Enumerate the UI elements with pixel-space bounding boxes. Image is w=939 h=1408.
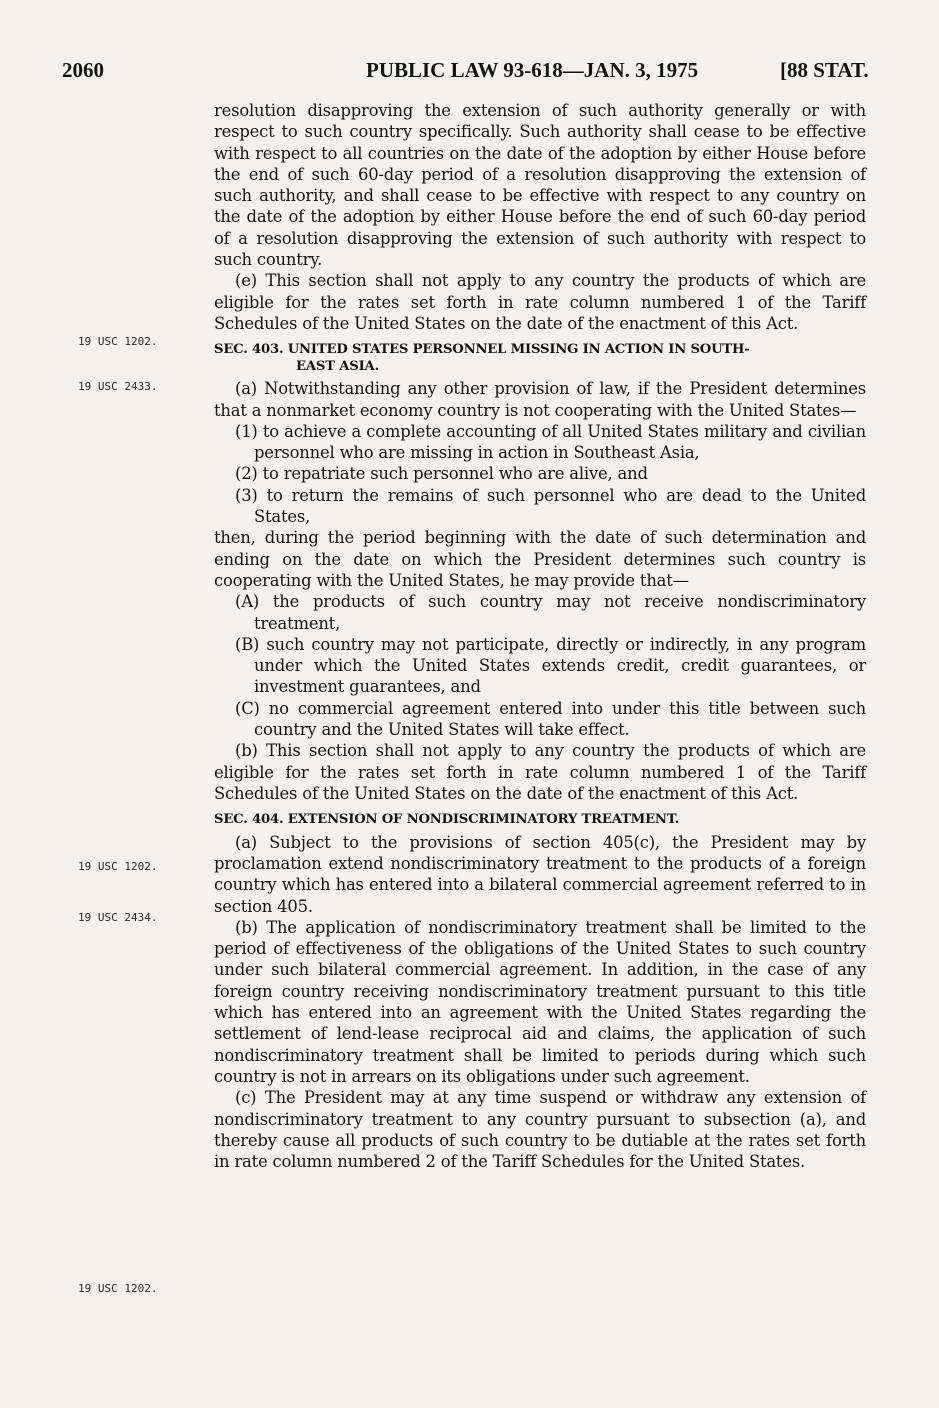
section-404-subsection-c: (c) The President may at any time suspend or withdraw any extension of nondiscriminatory treatment to any country pursuant to subsection (a), and thereby cause all products of such country to be dutiable at the rates set forth in rate column numbered 2 of the Tariff Schedules for the United States. <box>214 1088 866 1172</box>
subsection-e: (e) This section shall not apply to any country the products of which are eligible for the rates set forth in rate column numbered 1 of the Tariff Schedules of the United States on the date of the enactment of this Act. <box>214 271 866 333</box>
margin-citation: 19 USC 1202. <box>78 860 158 873</box>
margin-citation: 19 USC 1202. <box>78 335 158 348</box>
section-404-subsection-b: (b) The application of nondiscriminatory treatment shall be limited to the period of effectiveness of the obligations of the United States to such country under such bilateral commercial agreement. In addition, in the case of any foreign country receiving nondiscriminatory treatment pursuant to this title which has entered into an agreement with the United States regarding the settlement of lend-lease reciprocal aid and claims, the application of such nondiscriminatory treatment shall be limited to periods during which such country is not in arrears on its obligations under such agreement. <box>214 917 866 1086</box>
margin-citation: 19 USC 2434. <box>78 911 158 924</box>
margin-citation: 19 USC 2433. <box>78 380 158 393</box>
section-heading-line: SEC. 403. UNITED STATES PERSONNEL MISSING IN ACTION IN SOUTH- <box>214 342 750 358</box>
list-item: (C) no commercial agreement entered into under this title between such country and the United States will take effect. <box>235 698 866 740</box>
statute-reference: [88 STAT. <box>780 58 869 82</box>
section-403-then-clause: then, during the period beginning with the date of such determination and ending on the date on which the President determines such country is cooperating with the United States, he may provide that— <box>214 528 866 590</box>
list-item: (3) to return the remains of such personnel who are dead to the United States, <box>235 485 866 527</box>
section-403-subsection-a: (a) Notwithstanding any other provision of law, if the President determines that a nonmarket economy country is not cooperating with the United States— <box>214 379 866 420</box>
section-404-subsection-a: (a) Subject to the provisions of section 405(c), the President may by proclamation extend nondiscriminatory treatment to the products of a foreign country which has entered into a bilateral commercial agreement referred to in section 405. <box>214 832 866 916</box>
section-heading-line: EAST ASIA. <box>296 358 379 374</box>
page-header <box>0 58 939 88</box>
margin-citation: 19 USC 1202. <box>78 1282 158 1295</box>
section-404-heading: SEC. 404. EXTENSION OF NONDISCRIMINATORY TREATMENT. <box>214 812 680 828</box>
statute-body <box>214 100 866 1172</box>
list-item: (1) to achieve a complete accounting of all United States military and civilian personnel who are missing in action in Southeast Asia, <box>235 421 866 463</box>
running-title: PUBLIC LAW 93-618—JAN. 3, 1975 <box>366 58 699 82</box>
section-403-subsection-b: (b) This section shall not apply to any country the products of which are eligible for the rates set forth in rate column numbered 1 of the Tariff Schedules of the United States on the date of the enactment of this Act. <box>214 741 866 803</box>
list-item: (B) such country may not participate, directly or indirectly, in any program under which the United States extends credit, credit guarantees, or investment guarantees, and <box>235 634 866 697</box>
list-item: (2) to repatriate such personnel who are alive, and <box>235 464 648 484</box>
section-403-heading <box>214 342 866 375</box>
continuation-paragraph: resolution disapproving the extension of such authority generally or with respect to such country specifically. Such authority shall cease to be effective with respect to all countries on the date of the adoption by either House before the end of such 60-day period of a resolution disapproving the extension of such authority, and shall cease to be effective with respect to any country on the date of the adoption by either House before the end of such 60-day period of a resolution disapproving the extension of such authority with respect to such country. <box>214 101 866 270</box>
page-number: 2060 <box>62 58 104 82</box>
list-item: (A) the products of such country may not receive nondiscriminatory treatment, <box>235 592 866 633</box>
